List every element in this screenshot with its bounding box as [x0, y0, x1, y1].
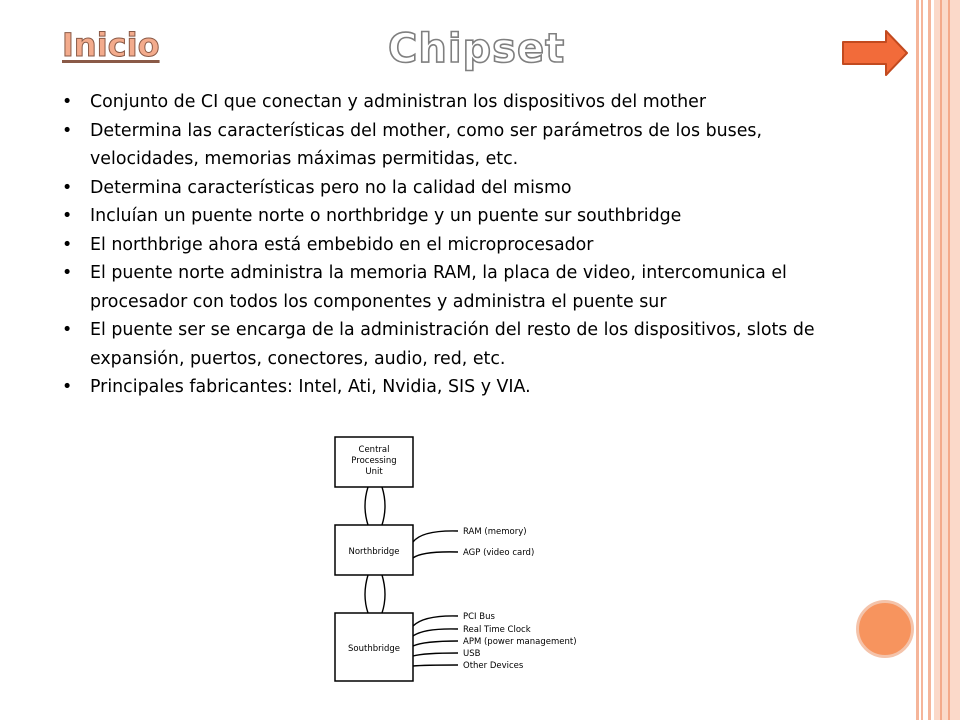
- cpu-label: Central: [358, 445, 390, 455]
- south-item: Real Time Clock: [463, 625, 531, 635]
- list-item: • El puente ser se encarga de la administración del resto de los dispositivos, slots de expansión, puertos, conectores, audio, red, etc.: [62, 316, 872, 373]
- circle-decoration: [856, 600, 914, 658]
- list-item: • El puente norte administra la memoria RAM, la placa de video, intercomunica el procesador con todos los componentes y administra el puente sur: [62, 259, 872, 316]
- list-item: • Determina características pero no la calidad del mismo: [62, 174, 872, 203]
- cpu-label: Processing: [351, 456, 397, 466]
- northbridge-label: Northbridge: [348, 547, 400, 557]
- southbridge-label: Southbridge: [348, 644, 400, 654]
- chipset-diagram: [330, 430, 620, 690]
- list-item: • Determina las características del mother, como ser parámetros de los buses, velocidades, memorias máximas permitidas, etc.: [62, 117, 872, 174]
- list-item: • Incluían un puente norte o northbridge y un puente sur southbridge: [62, 202, 872, 231]
- bullet-list: [62, 88, 872, 402]
- north-item: AGP (video card): [463, 548, 535, 558]
- south-item: Other Devices: [463, 661, 524, 671]
- list-item: • El northbrige ahora está embebido en el microprocesador: [62, 231, 872, 260]
- south-item: APM (power management): [463, 637, 577, 647]
- list-item: • Principales fabricantes: Intel, Ati, Nvidia, SIS y VIA.: [62, 373, 872, 402]
- home-link[interactable]: Inicio: [62, 26, 160, 64]
- south-item: USB: [463, 649, 481, 659]
- page-title: Chipset: [388, 26, 566, 72]
- north-item: RAM (memory): [463, 527, 527, 537]
- right-arrow-icon[interactable]: [840, 28, 910, 78]
- cpu-label: Unit: [365, 467, 383, 477]
- list-item: • Conjunto de CI que conectan y administran los dispositivos del mother: [62, 88, 872, 117]
- south-item: PCI Bus: [463, 612, 495, 622]
- decorative-stripes: [916, 0, 960, 720]
